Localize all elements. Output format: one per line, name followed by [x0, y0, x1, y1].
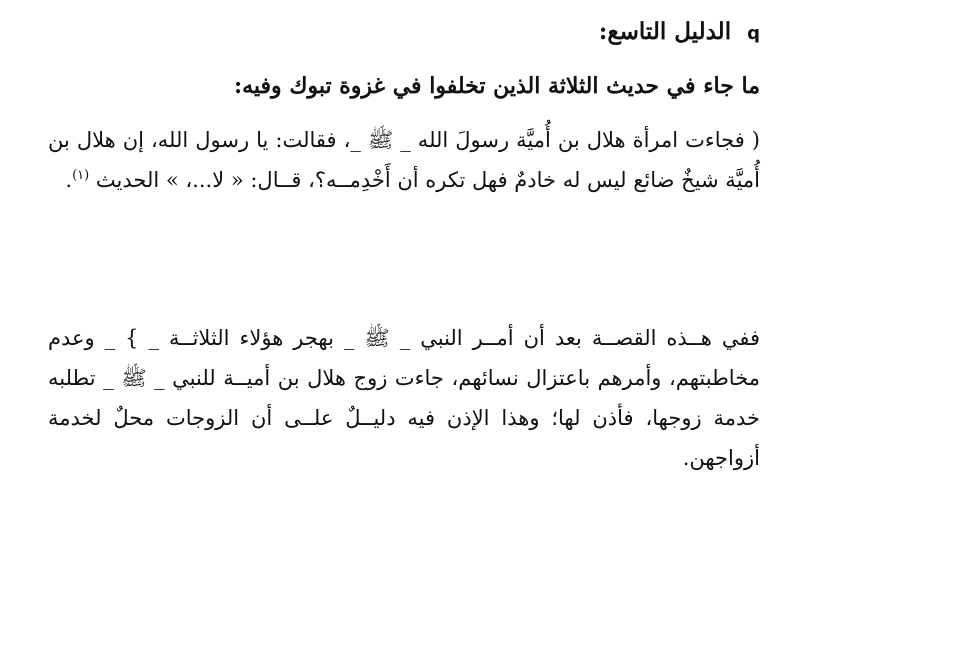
section-heading	[40, 14, 800, 52]
hadith-paragraph	[48, 120, 760, 200]
commentary-paragraph: ففي هــذه القصــة بعد أن أمــر النبي _ ﷺ _ بهجر هؤلاء الثلاثــة _ } _ وعدم مخاطبتهم، وأمرهم باعتزال نسائهم، جاءت زوج هلال بن أميــة للنبي _ ﷺ _ تطلبه خدمة زوجها، فأذن لها؛ وهذا الإذن فيه دليــلٌ علــى أن الزوجات محلٌ لخدمة أزواجهن.	[48, 326, 760, 470]
hadith-end: .	[65, 168, 73, 192]
footnote-marker: (١)	[72, 168, 90, 183]
hadith-text: ( فجاءت امرأة هلال بن أُميَّة رسولَ الله _ ﷺ _، فقالت: يا رسول الله، إن هلال بن أُميَّة شيخٌ ضائع ليس له خادمٌ فهل تكره أن أَخْدِمــه؟، قــال: « لا...، » الحديث	[48, 128, 760, 192]
section-subheading: ما جاء في حديث الثلاثة الذين تخلفوا في غزوة تبوك وفيه:	[233, 73, 760, 99]
bullet-q: q	[747, 23, 760, 44]
heading-text: الدليل التاسع:	[598, 18, 732, 45]
